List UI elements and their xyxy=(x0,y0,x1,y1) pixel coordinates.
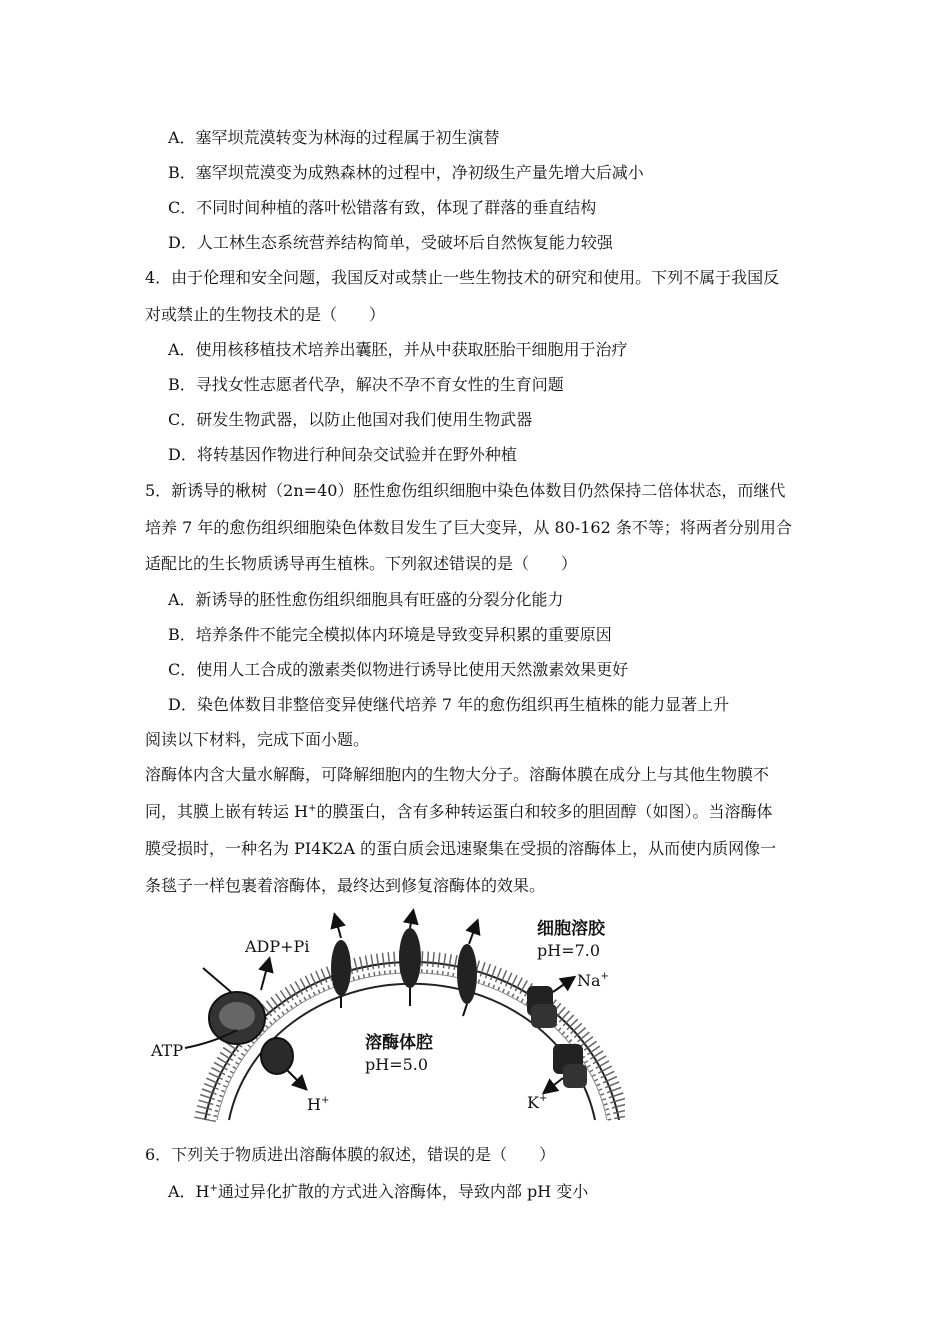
membrane-protein-3 xyxy=(457,922,477,1016)
q5-stem-line2: 培养 7 年的愈伤组织细胞染色体数目发生了巨大变异，从 80-162 条不等；将两者分别用合 xyxy=(145,518,792,537)
q5-option-c: C．使用人工合成的激素类似物进行诱导比使用天然激素效果更好 xyxy=(168,660,629,679)
na-ion-label: Na+ xyxy=(577,971,609,990)
material-intro: 阅读以下材料，完成下面小题。 xyxy=(145,730,370,749)
k-ion-label: K+ xyxy=(527,1093,548,1112)
lumen-ph: pH=5.0 xyxy=(365,1055,429,1074)
q6-stem: 6．下列关于物质进出溶酶体膜的叙述，错误的是（ ） xyxy=(145,1145,556,1164)
adp-label: ADP+Pi xyxy=(245,937,310,956)
q3-option-d: D．人工林生态系统营养结构简单，受破坏后自然恢复能力较强 xyxy=(168,233,613,252)
cytosol-ph: pH=7.0 xyxy=(537,941,601,960)
material-line4: 条毯子一样包裹着溶酶体，最终达到修复溶酶体的效果。 xyxy=(145,876,546,895)
atp-label: ATP xyxy=(151,1041,184,1060)
q6-option-a: A．H+通过异化扩散的方式进入溶酶体，导致内部 pH 变小 xyxy=(168,1182,589,1201)
q5-stem-line1: 5．新诱导的楸树（2n=40）胚性愈伤组织细胞中染色体数目仍然保持二倍体状态，而继代 xyxy=(145,481,786,500)
q4-option-d: D．将转基因作物进行种间杂交试验并在野外种植 xyxy=(168,445,517,464)
membrane-protein-2 xyxy=(399,912,421,1006)
q5-option-b: B．培养条件不能完全模拟体内环境是导致变异积累的重要原因 xyxy=(168,625,612,644)
q4-stem-line1: 4．由于伦理和安全问题，我国反对或禁止一些生物技术的研究和使用。下列不属于我国反 xyxy=(145,268,780,287)
q4-option-b: B．寻找女性志愿者代孕，解决不孕不育女性的生育问题 xyxy=(168,375,564,394)
proton-pump xyxy=(185,960,305,1088)
na-transporter xyxy=(527,978,573,1028)
h-ion-label: H+ xyxy=(307,1095,330,1114)
q3-option-b: B．塞罕坝荒漠变为成熟森林的过程中，净初级生产量先增大后减小 xyxy=(168,163,644,182)
q3-option-c: C．不同时间种植的落叶松错落有致，体现了群落的垂直结构 xyxy=(168,198,597,217)
material-line2: 同，其膜上嵌有转运 H+的膜蛋白，含有多种转运蛋白和较多的胆固醇（如图）。当溶酶体 xyxy=(145,802,773,821)
material-line3: 膜受损时，一种名为 PI4K2A 的蛋白质会迅速聚集在受损的溶酶体上，从而使内质网像一 xyxy=(145,839,777,858)
q4-stem-line2: 对或禁止的生物技术的是（ ） xyxy=(145,305,386,324)
lysosome-membrane-diagram xyxy=(145,908,625,1124)
q3-option-a: A．塞罕坝荒漠转变为林海的过程属于初生演替 xyxy=(168,128,500,147)
k-transporter xyxy=(545,1044,587,1092)
material-line1: 溶酶体内含大量水解酶，可降解细胞内的生物大分子。溶酶体膜在成分上与其他生物膜不 xyxy=(145,765,770,784)
q5-stem-line3: 适配比的生长物质诱导再生植株。下列叙述错误的是（ ） xyxy=(145,554,578,573)
q5-option-d: D．染色体数目非整倍变异使继代培养 7 年的愈伤组织再生植株的能力显著上升 xyxy=(168,695,730,714)
q4-option-a: A．使用核移植技术培养出囊胚，并从中获取胚胎干细胞用于治疗 xyxy=(168,340,628,359)
q4-option-c: C．研发生物武器，以防止他国对我们使用生物武器 xyxy=(168,410,533,429)
lumen-label: 溶酶体腔 xyxy=(365,1033,433,1053)
cytosol-label: 细胞溶胶 xyxy=(537,919,605,939)
q5-option-a: A．新诱导的胚性愈伤组织细胞具有旺盛的分裂分化能力 xyxy=(168,590,564,609)
